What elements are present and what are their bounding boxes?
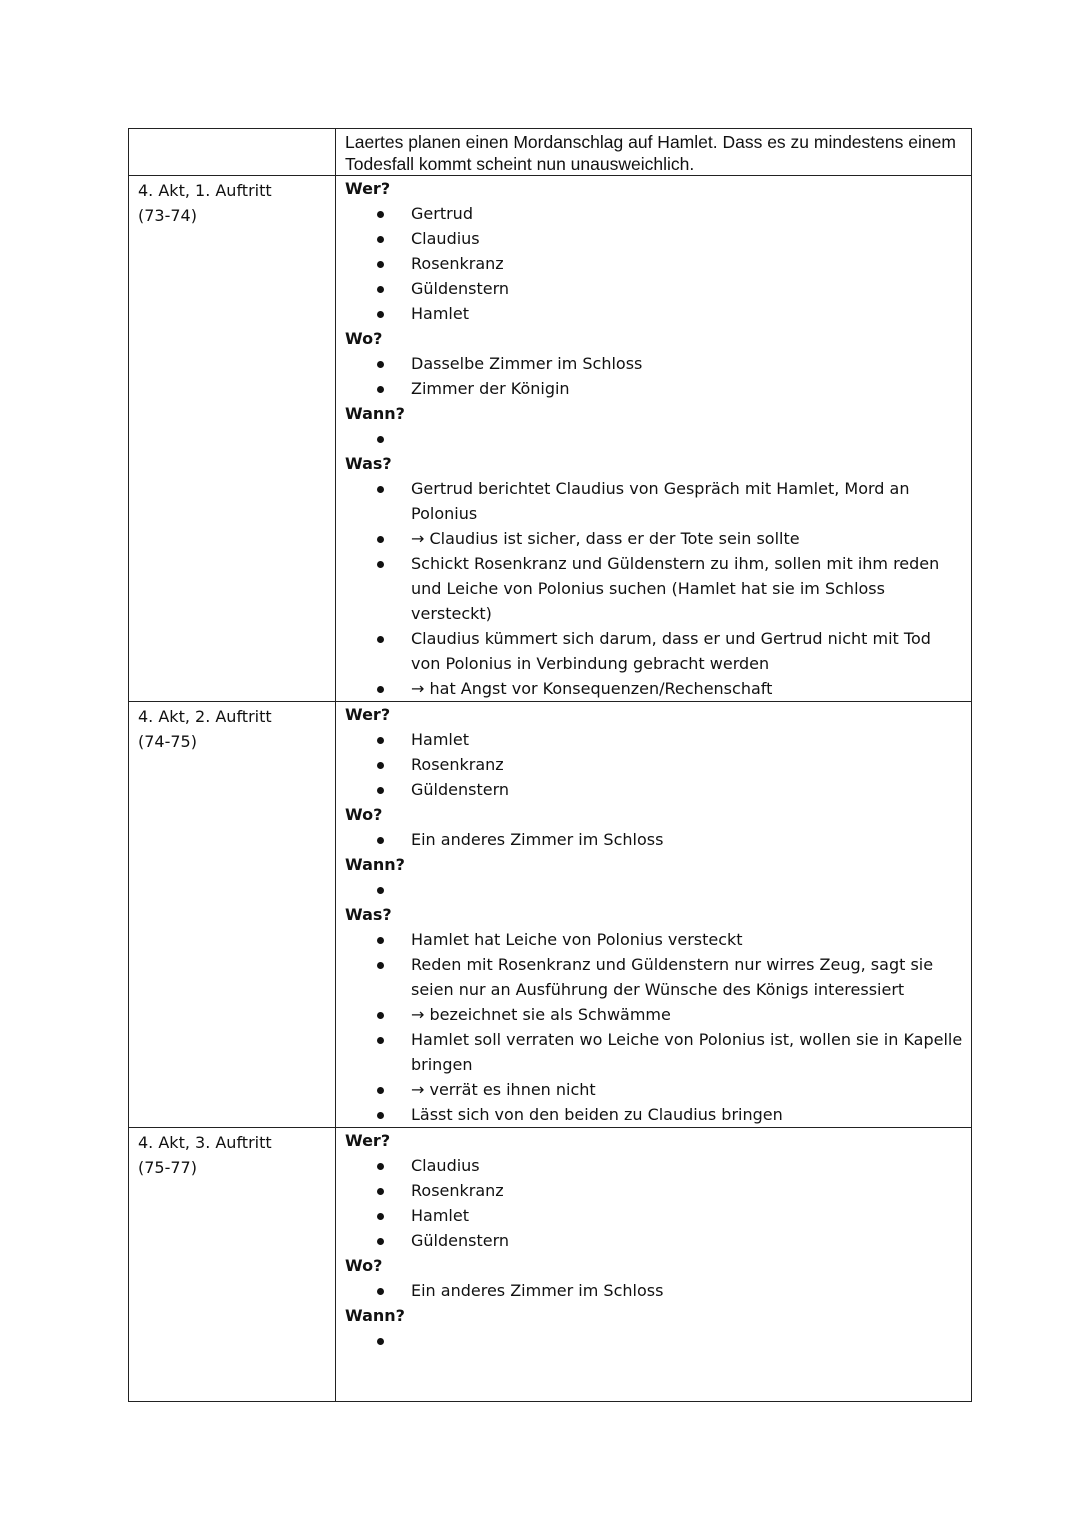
list-item-text: Lässt sich von den beiden zu Claudius bringen (411, 1105, 783, 1124)
bullet-dot-icon (377, 1188, 384, 1195)
bullet-dot-icon (377, 1012, 384, 1019)
list-item (345, 1203, 963, 1228)
intro-left-cell (129, 129, 336, 176)
scene-label (129, 1128, 335, 1180)
list-item (345, 1027, 963, 1077)
bullet-dot-icon (377, 1087, 384, 1094)
bullet-list-wann (345, 877, 963, 902)
bullet-list-wer (345, 727, 963, 802)
intro-text: Laertes planen einen Mordanschlag auf Hamlet. Dass es zu mindestens einem Todesfall kommt scheint nun unausweichlich. (336, 129, 972, 176)
list-item (345, 1178, 963, 1203)
list-item (345, 952, 963, 1002)
bullet-dot-icon (377, 686, 384, 693)
list-item-text: Rosenkranz (411, 755, 504, 774)
bullet-dot-icon (377, 737, 384, 744)
list-item-text: Hamlet (411, 730, 469, 749)
section-heading-wo: Wo? (345, 1256, 383, 1275)
list-item (345, 376, 963, 401)
bullet-list-wer (345, 1153, 963, 1253)
list-item-text: Claudius (411, 1156, 480, 1175)
bullet-dot-icon (377, 286, 384, 293)
list-item-text: Zimmer der Königin (411, 379, 570, 398)
scene-label (129, 702, 335, 754)
list-item-text: Claudius kümmert sich darum, dass er und Gertrud nicht mit Tod von Polonius in Verbindung gebracht werden (411, 629, 931, 673)
list-item (345, 877, 963, 902)
bullet-dot-icon (377, 837, 384, 844)
bullet-dot-icon (377, 937, 384, 944)
list-item-text: → verrät es ihnen nicht (411, 1080, 596, 1099)
section-heading-wann: Wann? (345, 1306, 405, 1325)
bullet-list-wann (345, 426, 963, 451)
list-item (345, 551, 963, 626)
bullet-dot-icon (377, 361, 384, 368)
list-item (345, 1002, 963, 1027)
list-item-text: Hamlet hat Leiche von Polonius versteckt (411, 930, 743, 949)
section-heading-wer: Wer? (345, 1131, 391, 1150)
list-item (345, 752, 963, 777)
section-heading-wo: Wo? (345, 805, 383, 824)
bullet-list-wo (345, 1278, 963, 1303)
list-item (345, 251, 963, 276)
list-item (345, 727, 963, 752)
list-item (345, 526, 963, 551)
scene-title: 4. Akt, 3. Auftritt (138, 1133, 272, 1152)
bullet-dot-icon (377, 887, 384, 894)
bullet-dot-icon (377, 1338, 384, 1345)
list-item-text: → bezeichnet sie als Schwämme (411, 1005, 671, 1024)
section-heading-wann: Wann? (345, 855, 405, 874)
list-item-text: Hamlet (411, 1206, 469, 1225)
list-item (345, 476, 963, 526)
bullet-list-was (345, 476, 963, 701)
list-item-text: Rosenkranz (411, 254, 504, 273)
section-heading-was: Was? (345, 454, 392, 473)
bullet-list-wo (345, 351, 963, 401)
section-heading-wann: Wann? (345, 404, 405, 423)
list-item-text: Hamlet (411, 304, 469, 323)
scene-row (129, 702, 972, 1128)
list-item (345, 1228, 963, 1253)
list-item (345, 927, 963, 952)
list-item-text: Rosenkranz (411, 1181, 504, 1200)
list-item-text: → hat Angst vor Konsequenzen/Rechenschaft (411, 679, 773, 698)
scene-title: 4. Akt, 2. Auftritt (138, 707, 272, 726)
bullet-dot-icon (377, 636, 384, 643)
list-item-text: Hamlet soll verraten wo Leiche von Polonius ist, wollen sie in Kapelle bringen (411, 1030, 963, 1074)
bullet-dot-icon (377, 261, 384, 268)
section-heading-wo: Wo? (345, 329, 383, 348)
list-item-text: Ein anderes Zimmer im Schloss (411, 830, 664, 849)
bullet-dot-icon (377, 386, 384, 393)
bullet-dot-icon (377, 1112, 384, 1119)
list-item-text: Dasselbe Zimmer im Schloss (411, 354, 643, 373)
list-item (345, 351, 963, 376)
list-item-text: Güldenstern (411, 780, 510, 799)
list-item (345, 1102, 963, 1127)
bullet-dot-icon (377, 1037, 384, 1044)
section-heading-wer: Wer? (345, 179, 391, 198)
bullet-dot-icon (377, 1238, 384, 1245)
scene-row (129, 176, 972, 702)
section-heading-was: Was? (345, 905, 392, 924)
scene-body (336, 176, 971, 701)
bullet-dot-icon (377, 787, 384, 794)
scene-pages: (74-75) (138, 732, 197, 751)
bullet-list-wo (345, 827, 963, 852)
scene-row (129, 1128, 972, 1402)
list-item-text: Schickt Rosenkranz und Güldenstern zu ihm, sollen mit ihm reden und Leiche von Polonius suchen (Hamlet hat sie im Schloss versteckt) (411, 554, 940, 623)
list-item (345, 276, 963, 301)
bullet-dot-icon (377, 486, 384, 493)
bullet-dot-icon (377, 1163, 384, 1170)
bullet-list-was (345, 927, 963, 1127)
bullet-dot-icon (377, 561, 384, 568)
list-item (345, 626, 963, 676)
bullet-dot-icon (377, 1213, 384, 1220)
list-item (345, 1077, 963, 1102)
list-item-text: Reden mit Rosenkranz und Güldenstern nur wirres Zeug, sagt sie seien nur an Ausführung der Wünsche des Königs interessiert (411, 955, 934, 999)
list-item-text: Güldenstern (411, 1231, 510, 1250)
bullet-dot-icon (377, 436, 384, 443)
list-item (345, 301, 963, 326)
bullet-dot-icon (377, 211, 384, 218)
scene-pages: (73-74) (138, 206, 197, 225)
list-item-text: → Claudius ist sicher, dass er der Tote sein sollte (411, 529, 800, 548)
scene-title: 4. Akt, 1. Auftritt (138, 181, 272, 200)
bullet-dot-icon (377, 762, 384, 769)
list-item (345, 426, 963, 451)
scene-pages: (75-77) (138, 1158, 197, 1177)
list-item-text: Claudius (411, 229, 480, 248)
bullet-dot-icon (377, 1288, 384, 1295)
list-item (345, 676, 963, 701)
bullet-list-wann (345, 1328, 963, 1353)
list-item (345, 226, 963, 251)
list-item (345, 1153, 963, 1178)
bullet-dot-icon (377, 962, 384, 969)
bullet-dot-icon (377, 311, 384, 318)
list-item (345, 1328, 963, 1353)
bullet-dot-icon (377, 236, 384, 243)
intro-row (129, 129, 972, 176)
bullet-list-wer (345, 201, 963, 326)
list-item (345, 1278, 963, 1303)
section-heading-wer: Wer? (345, 705, 391, 724)
list-item-text: Güldenstern (411, 279, 510, 298)
list-item (345, 201, 963, 226)
scene-table (128, 128, 972, 1402)
list-item (345, 827, 963, 852)
list-item-text: Gertrud berichtet Claudius von Gespräch mit Hamlet, Mord an Polonius (411, 479, 910, 523)
list-item-text: Ein anderes Zimmer im Schloss (411, 1281, 664, 1300)
scene-body (336, 1128, 971, 1353)
bullet-dot-icon (377, 536, 384, 543)
scene-body (336, 702, 971, 1127)
list-item (345, 777, 963, 802)
scene-label (129, 176, 335, 228)
list-item-text: Gertrud (411, 204, 473, 223)
